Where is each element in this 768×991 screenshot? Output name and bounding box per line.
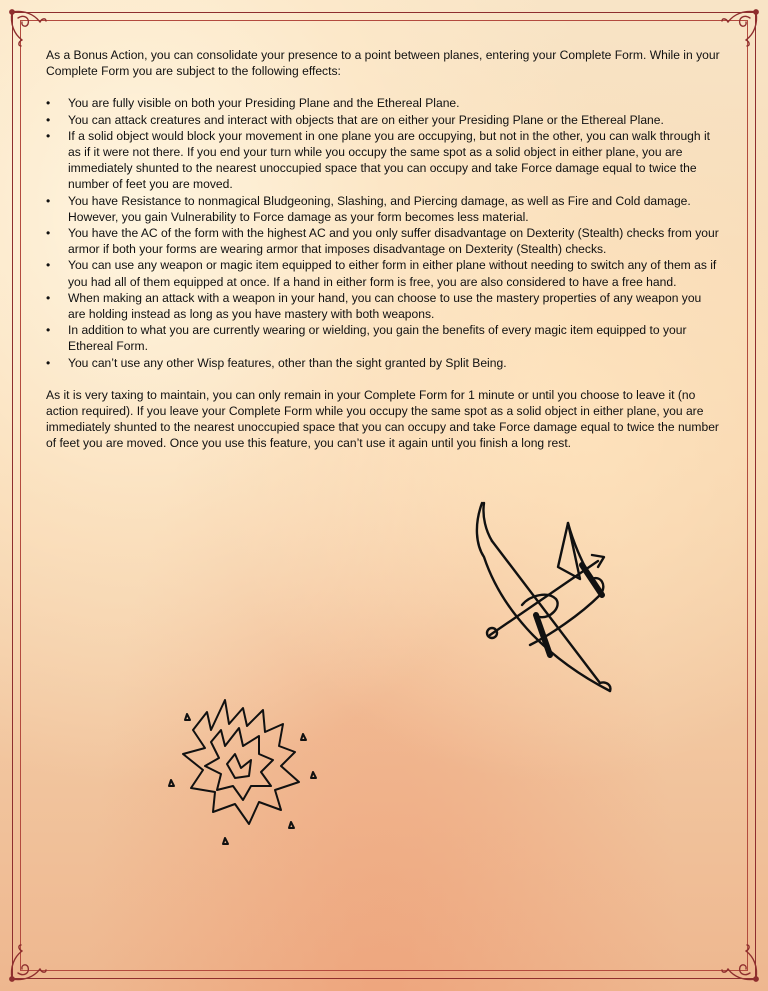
ornate-corner-icon [720, 4, 764, 48]
list-item: • You can use any weapon or magic item equipped to either form in either plane without needing to switch any of them as if you had all of them equipped at once. If a hand in either form is free, you are also considered to have a free hand. [46, 257, 722, 289]
closing-paragraph: As it is very taxing to maintain, you can only remain in your Complete Form for 1 minute or until you choose to leave it (no action required). If you leave your Complete Form while you occupy the same spot as a solid object in either plane, you are immediately shunted to the nearest unoccupied space that you can occupy and take Force damage equal to twice the number of feet you are moved. Once you use this feature, you can’t use it again until you finish a long rest. [46, 387, 719, 451]
list-item: • You are fully visible on both your Presiding Plane and the Ethereal Plane. [46, 95, 722, 111]
intro-paragraph: As a Bonus Action, you can consolidate your presence to a point between planes, entering your Complete Form. While in your Complete Form you are subject to the following effects: [46, 48, 720, 79]
list-item: • You have the AC of the form with the highest AC and you only suffer disadvantage on Dexterity (Stealth) checks from your armor if both your forms are wearing armor that imposes disadvantage on Dexterity (Stealth) checks. [46, 225, 722, 257]
list-item: • In addition to what you are currently wearing or wielding, you gain the benefits of every magic item equipped to your Ethereal Form. [46, 322, 722, 354]
effects-list [46, 95, 722, 370]
ornate-corner-icon [4, 943, 48, 987]
ornate-corner-icon [720, 943, 764, 987]
list-item: • When making an attack with a weapon in your hand, you can choose to use the mastery properties of any weapon you are holding instead as long as you have mastery with both weapons. [46, 290, 722, 322]
flame-icon [163, 690, 328, 850]
list-item: • You can attack creatures and interact with objects that are on either your Presiding Plane or the Ethereal Plane. [46, 112, 722, 128]
feature-text [46, 47, 722, 452]
list-item: • If a solid object would block your movement in one plane you are occupying, but not in the other, you can walk through it as if it were not there. If you end your turn while you occupy the same spot as a solid object in either plane, you are immediately shunted to the nearest unoccupied space that you can occupy and take Force damage equal to twice the number of feet you are moved. [46, 128, 722, 193]
bow-and-arrow-icon [470, 495, 630, 700]
list-item: • You have Resistance to nonmagical Bludgeoning, Slashing, and Piercing damage, as well as Fire and Cold damage. However, you gain Vulnerability to Force damage as your form becomes less material. [46, 193, 722, 225]
list-item: • You can’t use any other Wisp features, other than the sight granted by Split Being. [46, 355, 722, 371]
ornate-corner-icon [4, 4, 48, 48]
